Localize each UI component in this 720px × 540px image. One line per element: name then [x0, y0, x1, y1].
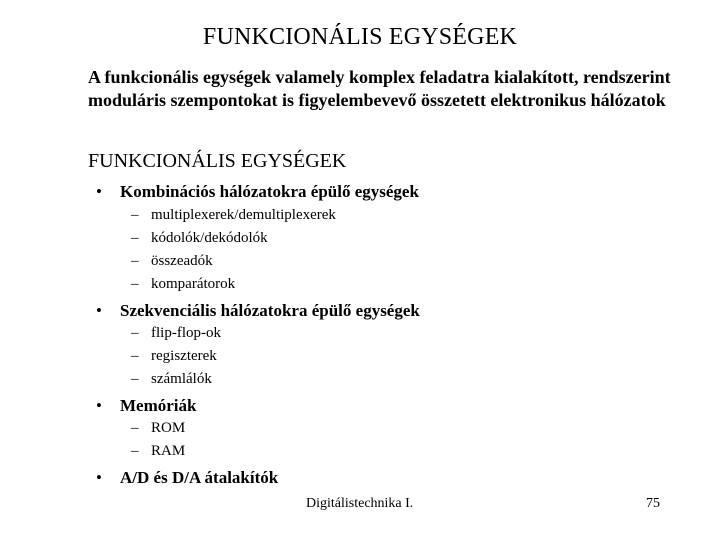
dash-icon: – [131, 348, 139, 364]
intro-paragraph: A funkcionális egységek valamely komplex feladatra kialakított, rendszerint moduláris szempontokat is figyelembevevő összetett elektronikus hálózatok [88, 67, 671, 110]
sub-item [131, 230, 268, 247]
section-heading: FUNKCIONÁLIS EGYSÉGEK [88, 150, 347, 172]
sub-item [131, 207, 336, 224]
bullet-icon: • [96, 396, 102, 415]
sub-item-label: ROM [151, 420, 186, 436]
sub-item-label: kódolók/dekódolók [151, 230, 268, 246]
bullet-icon: • [96, 468, 102, 487]
sub-item [131, 276, 235, 293]
dash-icon: – [131, 207, 139, 223]
sub-item-label: komparátorok [151, 276, 236, 292]
sub-item [131, 443, 185, 460]
slide-title: FUNKCIONÁLIS EGYSÉGEK [202, 24, 518, 50]
bullet-label: Memóriák [120, 396, 197, 415]
sub-item-label: regiszterek [151, 348, 217, 364]
bullet-icon: • [96, 301, 102, 320]
sub-item-label: multiplexerek/demultiplexerek [151, 207, 336, 223]
footer-course-title: Digitálistechnika I. [306, 496, 414, 511]
dash-icon: – [131, 253, 139, 269]
bullet-label: Kombinációs hálózatokra épülő egységek [120, 182, 419, 201]
sub-item [131, 348, 217, 365]
sub-item-label: számlálók [151, 371, 212, 387]
dash-icon: – [131, 325, 139, 341]
bullet-item [96, 301, 420, 321]
dash-icon: – [131, 420, 139, 436]
sub-item [131, 420, 185, 437]
sub-item [131, 325, 221, 342]
dash-icon: – [131, 230, 139, 246]
sub-item-label: flip-flop-ok [151, 325, 221, 341]
sub-item [131, 371, 212, 388]
dash-icon: – [131, 371, 139, 387]
bullet-label: Szekvenciális hálózatokra épülő egységek [120, 301, 420, 320]
dash-icon: – [131, 276, 139, 292]
sub-item [131, 253, 213, 270]
dash-icon: – [131, 443, 139, 459]
bullet-label: A/D és D/A átalakítók [120, 468, 279, 487]
bullet-item [96, 182, 419, 202]
sub-item-label: RAM [151, 443, 186, 459]
bullet-item [96, 396, 196, 416]
sub-item-label: összeadók [151, 253, 213, 269]
bullet-icon: • [96, 182, 102, 201]
bullet-item [96, 468, 278, 488]
page-number: 75 [646, 496, 660, 511]
